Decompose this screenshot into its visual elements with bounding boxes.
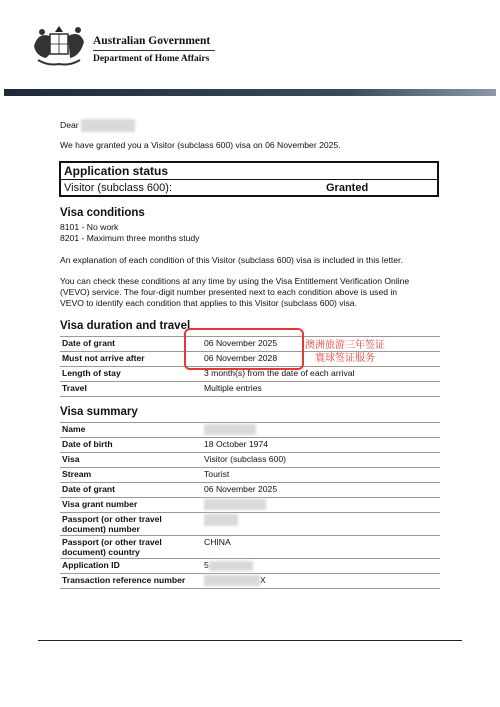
government-name: Australian Government [93, 35, 211, 47]
application-status-title: Application status [64, 164, 169, 178]
intro-text: We have granted you a Visitor (subclass 600) visa on 06 November 2025. [60, 140, 341, 150]
department-name: Department of Home Affairs [93, 54, 210, 64]
table-row: Date of grant 06 November 2025 [60, 337, 440, 352]
salutation: Dear [60, 119, 135, 132]
application-status-label: Visitor (subclass 600): [64, 182, 173, 194]
summary-title: Visa summary [60, 406, 138, 418]
table-row: Date of grant 06 November 2025 [60, 483, 440, 498]
table-row: Name [60, 423, 440, 438]
table-row: Travel Multiple entries [60, 382, 440, 397]
table-row: Visa Visitor (subclass 600) [60, 453, 440, 468]
visa-conditions-title: Visa conditions [60, 207, 145, 219]
annotation-text: 寰球签证服务 [315, 353, 375, 364]
annotation-highlight-box [184, 328, 304, 370]
table-row: Length of stay 3 month(s) from the date of each arrival [60, 367, 440, 382]
explanation-text: An explanation of each condition of this Visitor (subclass 600) visa is included in this letter. [60, 255, 403, 265]
redacted-value [204, 514, 238, 526]
application-status-value: Granted [326, 182, 369, 194]
application-status-box [59, 161, 439, 197]
vevo-text-3: VEVO to identify each condition that applies to this Visitor (subclass 600) visa. [60, 298, 357, 308]
redacted-value [209, 561, 253, 571]
summary-table [60, 422, 440, 589]
duration-title: Visa duration and travel [60, 320, 191, 332]
condition-item: 8201 - Maximum three months study [60, 233, 200, 243]
table-row: Date of birth 18 October 1974 [60, 438, 440, 453]
redacted-value [204, 575, 260, 586]
redacted-value [204, 424, 256, 435]
table-row: Visa grant number [60, 498, 440, 513]
table-row: Passport (or other travel document) number [60, 513, 440, 536]
annotation-text: 澳洲旅游三年签证 [305, 340, 385, 351]
header-bar [4, 89, 496, 96]
redacted-name [81, 119, 135, 132]
condition-item: 8101 - No work [60, 222, 119, 232]
vevo-text-1: You can check these conditions at any time by using the Visa Entitlement Verification Online [60, 276, 410, 286]
table-row: Passport (or other travel document) country CHINA [60, 536, 440, 559]
header-divider [93, 50, 215, 51]
table-row: Application ID 5 [60, 559, 440, 574]
table-row: Must not arrive after 06 November 2028 [60, 352, 440, 367]
vevo-text-2: (VEVO) service. The four-digit number presented next to each condition above is used in [60, 287, 398, 297]
table-row: Transaction reference number X [60, 574, 440, 589]
coat-of-arms-icon [30, 22, 88, 74]
footer-divider [38, 640, 462, 641]
redacted-value [204, 499, 266, 510]
table-row: Stream Tourist [60, 468, 440, 483]
